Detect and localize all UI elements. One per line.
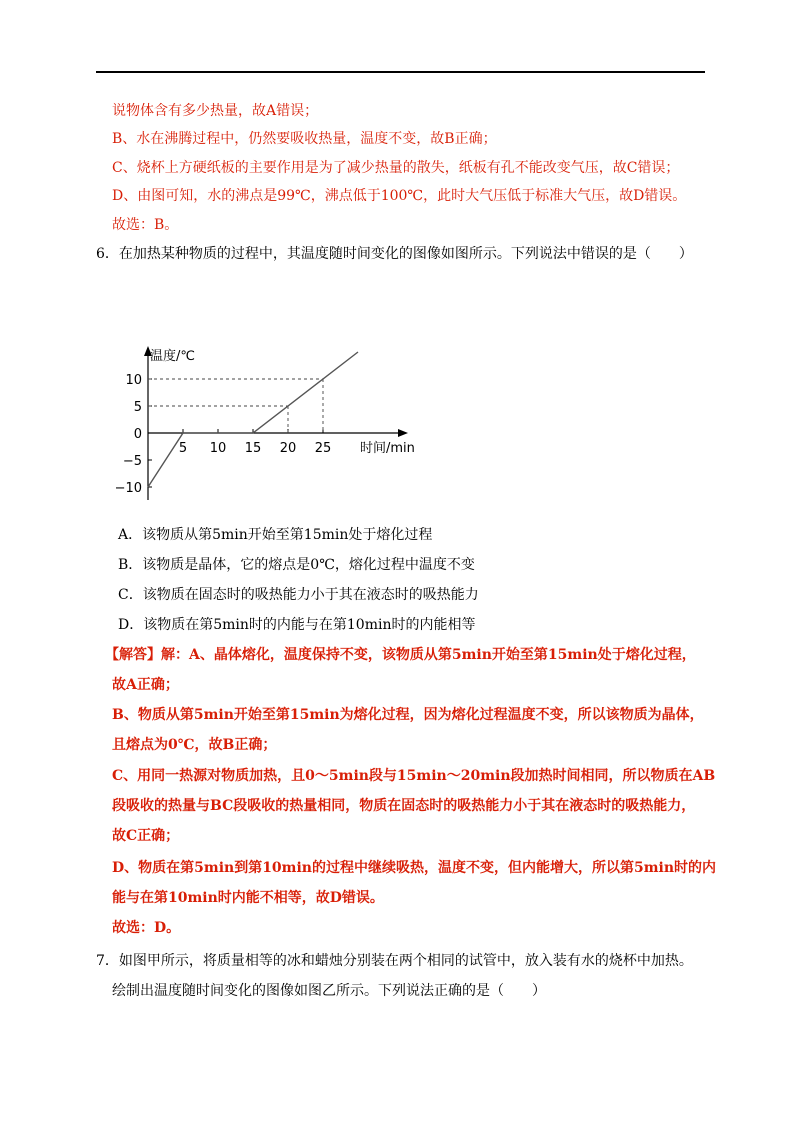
series-line xyxy=(148,352,358,487)
x-axis-label: 时间/min xyxy=(360,441,415,456)
q6-answer-line-9: 能与在第10min时内能不相等，故D错误。 xyxy=(112,890,384,906)
y-tick-label: 0 xyxy=(133,427,142,442)
q6-answer-line-7: 故C正确； xyxy=(112,828,180,844)
x-tick-label: 20 xyxy=(279,441,297,456)
q5-line-4: D、由图可知，水的沸点是99℃，沸点低于100℃，此时大气压低于标准大气压，故D错误。 xyxy=(112,188,687,204)
q6-answer-line-10: 故选：D。 xyxy=(112,920,181,936)
q6-answer-line-6: 段吸收的热量与BC段吸收的热量相同，物质在固态时的吸热能力小于其在液态时的吸热能力， xyxy=(112,798,696,814)
q7-line-2: 绘制出温度随时间变化的图像如图乙所示。下列说法正确的是（ ） xyxy=(112,983,546,999)
q6-answer-line-3: B、物质从第5min开始至第15min为熔化过程，因为熔化过程温度不变，所以该物质为晶体， xyxy=(112,707,704,723)
header-rule xyxy=(96,71,705,73)
answer-tag: 【解答】 xyxy=(105,647,161,663)
temperature-time-graph xyxy=(108,340,438,510)
x-tick-label: 15 xyxy=(244,441,262,456)
q7-line-1: 7．如图甲所示，将质量相等的冰和蜡烛分别装在两个相同的试管中，放入装有水的烧杯中加热。 xyxy=(96,953,693,969)
q6-option-a: A．该物质从第5min开始至第15min处于熔化过程 xyxy=(118,527,433,543)
y-tick-label: 10 xyxy=(125,373,142,388)
y-tick-label: −10 xyxy=(114,481,142,496)
y-tick-label: −5 xyxy=(122,454,142,469)
q6-answer-line-2: 故A正确； xyxy=(112,677,179,693)
q6-answer-line-1 xyxy=(105,645,696,665)
y-tick-label: 5 xyxy=(133,400,142,415)
y-axis-label: 温度/℃ xyxy=(150,349,195,364)
q5-line-1: 说物体含有多少热量，故A错误； xyxy=(112,103,319,119)
answer-text: 解：A、晶体熔化，温度保持不变，该物质从第5min开始至第15min处于熔化过程， xyxy=(161,647,696,663)
q6-stem: 6．在加热某种物质的过程中，其温度随时间变化的图像如图所示。下列说法中错误的是（ ） xyxy=(96,246,693,262)
q6-answer-line-5: C、用同一热源对物质加热，且0～5min段与15min～20min段加热时间相同，所以物质在AB xyxy=(112,768,716,784)
x-tick-label: 10 xyxy=(209,441,227,456)
x-tick-label: 5 xyxy=(178,441,188,456)
x-tick-label: 25 xyxy=(314,441,332,456)
q6-answer-line-8: D、物质在第5min到第10min的过程中继续吸热，温度不变，但内能增大，所以第5min时的内 xyxy=(112,860,717,876)
q6-option-b: B．该物质是晶体，它的熔点是0℃，熔化过程中温度不变 xyxy=(118,557,475,573)
q5-line-2: B、水在沸腾过程中，仍然要吸收热量，温度不变，故B正确； xyxy=(112,131,497,147)
q6-option-c: C．该物质在固态时的吸热能力小于其在液态时的吸热能力 xyxy=(118,587,479,603)
x-axis-arrow xyxy=(398,429,408,437)
q6-answer-line-4: 且熔点为0℃，故B正确； xyxy=(112,737,277,753)
q6-option-d: D．该物质在第5min时的内能与在第10min时的内能相等 xyxy=(118,617,476,633)
q5-line-3: C、烧杯上方硬纸板的主要作用是为了减少热量的散失，纸板有孔不能改变气压，故C错误； xyxy=(112,160,680,176)
q5-line-5: 故选：B。 xyxy=(112,217,179,233)
